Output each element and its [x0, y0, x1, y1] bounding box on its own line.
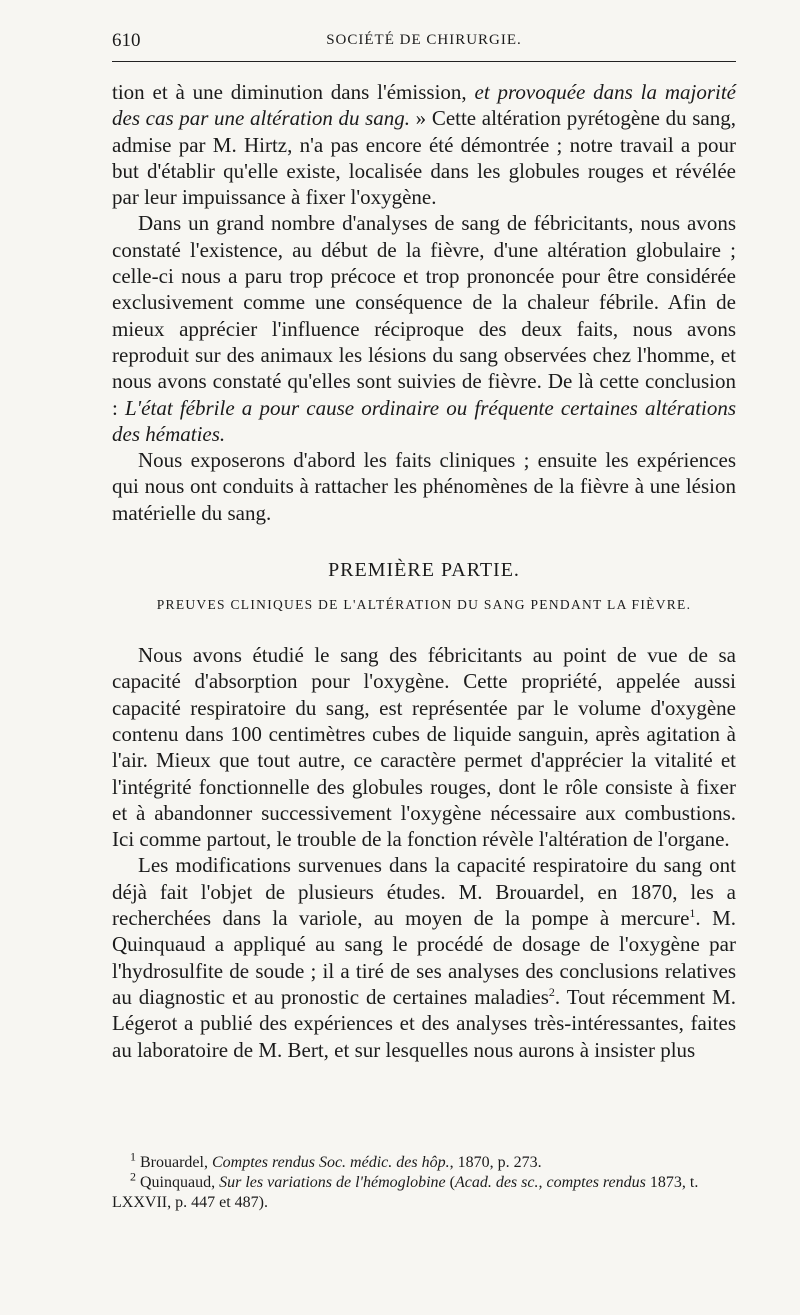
- text-run: , 1870, p. 273.: [449, 1154, 542, 1171]
- text-run: tion et à une diminution dans l'émission,: [112, 80, 475, 104]
- header-rule: [112, 61, 736, 62]
- footnote-ref: 1: [689, 906, 696, 921]
- text-run: Nous exposerons d'abord les faits cliniques ; ensuite les expériences qui nous ont conduits à rattacher les phénomènes de la fièvre à une lésion matérielle du sang.: [112, 448, 736, 525]
- paragraph-continuation: [112, 79, 736, 210]
- footnote-2: [112, 1169, 736, 1213]
- text-run: . Tout récemment M. Légerot a publié des expériences et des analyses très-intéressantes, faites au laboratoire de M. Bert, et sur lesquelles nous aurons à insister plus: [112, 984, 736, 1062]
- page-header: [112, 30, 736, 64]
- italic-run: Sur les variations de l'hémoglobine: [219, 1174, 446, 1191]
- italic-conclusion: L'état fébrile a pour cause ordinaire ou fréquente certaines altérations des hématies.: [112, 395, 736, 446]
- text-run: 1873, t. LXXVII, p. 447 et 487).: [112, 1174, 699, 1211]
- italic-run: Acad. des sc., comptes rendus: [454, 1174, 646, 1191]
- part-subtitle: PREUVES CLINIQUES DE L'ALTÉRATION DU SANG PENDANT LA FIÈVRE.: [156, 597, 692, 613]
- paragraph-studies: [112, 852, 736, 1062]
- text-run: (: [445, 1174, 455, 1191]
- footnote-ref: 2: [548, 984, 555, 999]
- paragraph-capacity: [112, 642, 736, 852]
- text-run: Nous avons étudié le sang des fébricitants au point de vue de sa capacité d'absorption pour l'oxygène. Cette propriété, appelée aussi capacité respiratoire du sang, est représentée par le volume d'oxygène contenu dans 100 centimètres cubes de liquide sanguin, après agitation à l'air. Mieux que tout autre, ce caractère permet d'apprécier la vitalité et l'intégrité fonctionnelle des globules rouges, dont le rôle consiste à fixer et à abandonner successivement l'oxygène nécessaire aux combustions. Ici comme partout, le trouble de la fonction révèle l'altération de l'organe.: [112, 643, 736, 852]
- paragraph-plan: [112, 447, 736, 526]
- footnote-1: [112, 1149, 736, 1173]
- text-run: Quinquaud,: [136, 1174, 220, 1191]
- text-run: . M. Quinquaud a appliqué au sang le procédé de dosage de l'oxygène par l'hydrosulfite de soude ; il a tiré de ses analyses des conclusions relatives au diagnostic et au pronostic de certaines maladies: [112, 906, 736, 1009]
- footnote-mark: 2: [130, 1169, 136, 1184]
- body-text: [112, 79, 736, 1063]
- footnotes: [112, 1149, 736, 1213]
- footnote-mark: 1: [130, 1149, 136, 1164]
- text-run: » Cette altération pyrétogène du sang, admise par M. Hirtz, n'a pas encore été démontrée ; notre travail a pour but d'établir qu'elle existe, localisée dans les globules rouges et révélée par leur impuissance à fixer l'oxygène.: [112, 106, 736, 210]
- page-number: 610: [112, 30, 141, 51]
- paragraph-analyses: [112, 210, 736, 447]
- italic-run: et provoquée dans la majorité des cas par une altération du sang.: [112, 80, 737, 131]
- text-run: Brouardel,: [136, 1154, 212, 1171]
- text-run: Les modifications survenues dans la capacité respiratoire du sang ont déjà fait l'objet de plusieurs études. M. Brouardel, en 1870, les a recherchées dans la variole, au moyen de la pompe à mercure: [112, 853, 736, 931]
- text-run: Dans un grand nombre d'analyses de sang de fébricitants, nous avons constaté l'existence, au début de la fièvre, d'une altération globulaire ; celle-ci nous a paru trop précoce et trop prononcée pour être considérée exclusivement comme une conséquence de la chaleur fébrile. Afin de mieux apprécier l'influence réciproque des deux faits, nous avons reproduit sur des animaux les lésions du sang observées chez l'homme, et nous avons constaté qu'elles sont suivies de fièvre. De là cette conclusion :: [112, 211, 736, 420]
- italic-run: Comptes rendus Soc. médic. des hôp.: [211, 1154, 450, 1171]
- running-title: SOCIÉTÉ DE CHIRURGIE.: [326, 32, 522, 48]
- part-title: PREMIÈRE PARTIE.: [328, 559, 520, 582]
